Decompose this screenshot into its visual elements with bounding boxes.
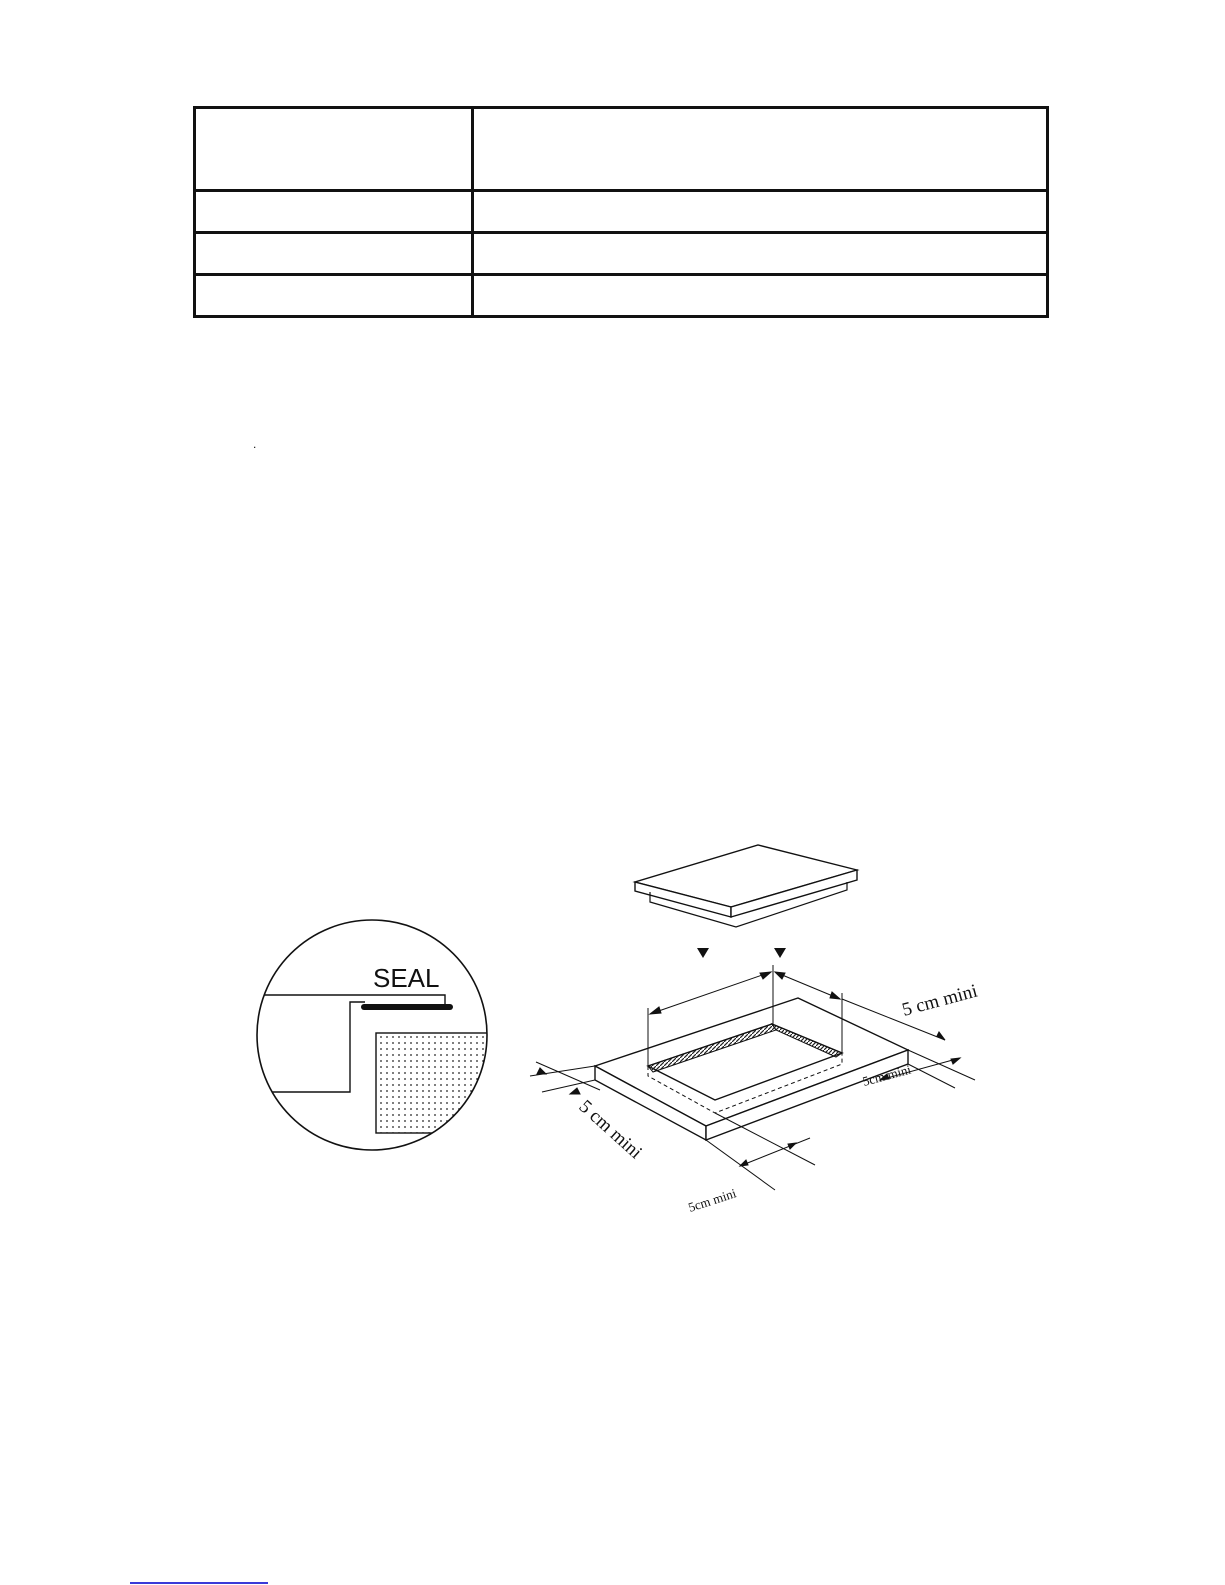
down-arrow-icon: [697, 948, 709, 958]
seal-detail: [257, 920, 496, 1150]
clearance-label-left: 5 cm mini: [574, 1096, 646, 1164]
clearance-label-right: 5cm mini: [860, 1061, 913, 1089]
table-cell-value: [473, 275, 1048, 317]
footer-link-underline[interactable]: [130, 1582, 268, 1584]
table-cell-value: [473, 191, 1048, 233]
countertop: [595, 998, 908, 1140]
table-row: [195, 191, 1048, 233]
seal-label: SEAL: [373, 963, 440, 993]
table-cell-label: [195, 233, 473, 275]
table-row: [195, 275, 1048, 317]
stray-dot: .: [253, 437, 257, 451]
table-cell-label: [195, 191, 473, 233]
table-cell-label: [195, 108, 473, 191]
table-cell-value: [473, 108, 1048, 191]
hob-icon: [635, 845, 857, 927]
clearance-label-back-right: 5 cm mini: [899, 980, 980, 1021]
table-row: [195, 233, 1048, 275]
clearance-label-front: 5cm mini: [686, 1185, 738, 1215]
table-cell-value: [473, 233, 1048, 275]
table-cell-label: [195, 275, 473, 317]
down-arrow-icon: [774, 948, 786, 958]
table-row: [195, 108, 1048, 191]
spec-table: [193, 106, 1049, 318]
installation-figure: [240, 830, 1000, 1220]
